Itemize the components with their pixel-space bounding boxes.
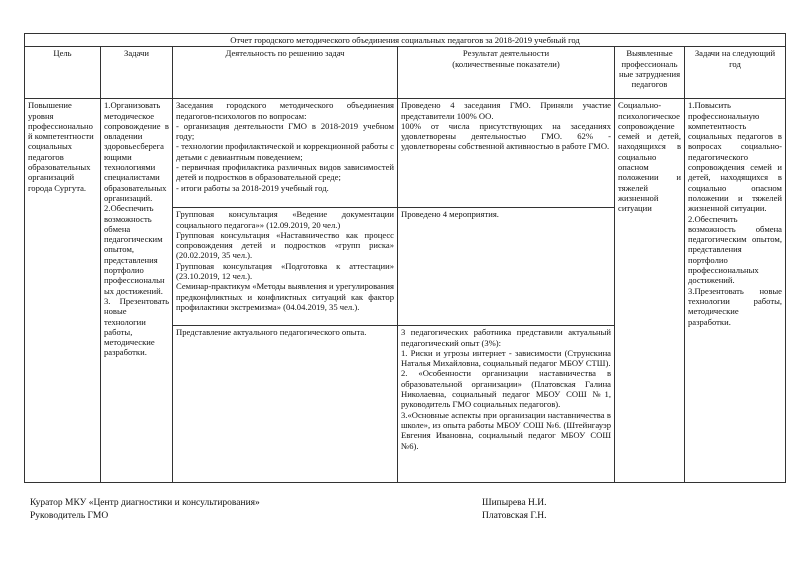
- header-tasks: Задачи: [101, 47, 173, 99]
- head-label: Руководитель ГМО: [30, 511, 109, 521]
- signature-names: [482, 497, 547, 523]
- curator-label: Куратор МКУ «Центр диагностики и консультирования»: [30, 498, 260, 508]
- header-result: Результат деятельности (количественные показатели): [398, 47, 615, 99]
- result-cell: Проведено 4 мероприятия.: [398, 208, 615, 326]
- activity-cell: Представление актуального педагогического опыта.: [173, 326, 398, 483]
- result-cell: 3 педагогических работника представили актуальный педагогический опыт (3%): 1. Риски и угрозы интернет - зависимости (Струнскина Наталья Михайловна, социальный педагог МБОУ СТШ). 2. «Особенности организации наставничества в образовательной организации» (Платовская Галина Николаевна, социальный педагог МБОУ СОШ №1, руководитель ГМО социальных педагогов). 3.«Основные аспекты при организации наставничества в школе», из опыта работы МБОУ СОШ №6. (Штейнгауэр Евгения Ивановна, социальный педагог МБОУ СОШ №6).: [398, 326, 615, 483]
- header-next-year: Задачи на следующий год: [685, 47, 786, 99]
- head-name: Платовская Г.Н.: [482, 511, 547, 521]
- difficulties-cell: Социально-психологическое сопровождение семей и детей, находящихся в социально опасном положении и тяжелей жизненной ситуации: [615, 99, 685, 483]
- activity-cell: Групповая консультация «Ведение документации социального педагога»» (12.09.2019, 20 чел.) Групповая консультация «Наставничество как процесс сопровождения детей и подростков «групп риска» (20.02.2019, 35 чел.). Групповая консультация «Подготовка к аттестации» (23.10.2019, 12 чел.). Семинар-практикум «Методы выявления и урегулирования предконфликтных и конфликтных ситуаций как фактор профилактики экстремизма» (04.04.2019, 35 чел.).: [173, 208, 398, 326]
- result-cell: Проведено 4 заседания ГМО. Приняли участие представители 100% ОО. 100% от числа присутствующих на заседаниях удовлетворены деятельностью ГМО. 62% - удовлетворены собственной активностью в работе ГМО.: [398, 99, 615, 208]
- report-table: [24, 33, 786, 483]
- next-year-cell: 1.Повысить профессиональную компетентность социальных педагогов в вопросах социально-педагогического сопровождения семей и детей, находящихся в социально опасном положении и тяжелей жизненной ситуации. 2.Обеспечить возможность обмена педагогическим опытом, представления портфолио профессиональных достижений. 3.Презентовать новые технологии работы, методические разработки.: [685, 99, 786, 483]
- curator-name: Шипырева Н.И.: [482, 498, 547, 508]
- tasks-cell: 1.Организовать методическое сопровождение в овладении здоровьесберегающими технологиями специалистами образовательных организаций. 2.Обеспечить возможность обмена педагогическим опытом, представления портфолио профессиональных достижений. 3. Презентовать новые технологии работы, методические разработки.: [101, 99, 173, 483]
- signature-labels: [30, 497, 260, 523]
- header-goal: Цель: [25, 47, 101, 99]
- activity-cell: Заседания городского методического объединения педагогов-психологов по вопросам: - организация деятельности ГМО в 2018-2019 учебном году; - технологии профилактической и коррекционной работы с детьми с девиантным поведением; - первичная профилактика различных видов зависимостей детей и подростков в образовательной среде; - итоги работы за 2018-2019 учебный год.: [173, 99, 398, 208]
- goal-cell: Повышение уровня профессиональной компетентности социальных педагогов образовательных организаций города Сургута.: [25, 99, 101, 483]
- header-activity: Деятельность по решению задач: [173, 47, 398, 99]
- report-title: Отчет городского методического объединения социальных педагогов за 2018-2019 учебный год: [25, 34, 786, 47]
- header-difficulties: Выявленные профессиональ ные затруднения педагогов: [615, 47, 685, 99]
